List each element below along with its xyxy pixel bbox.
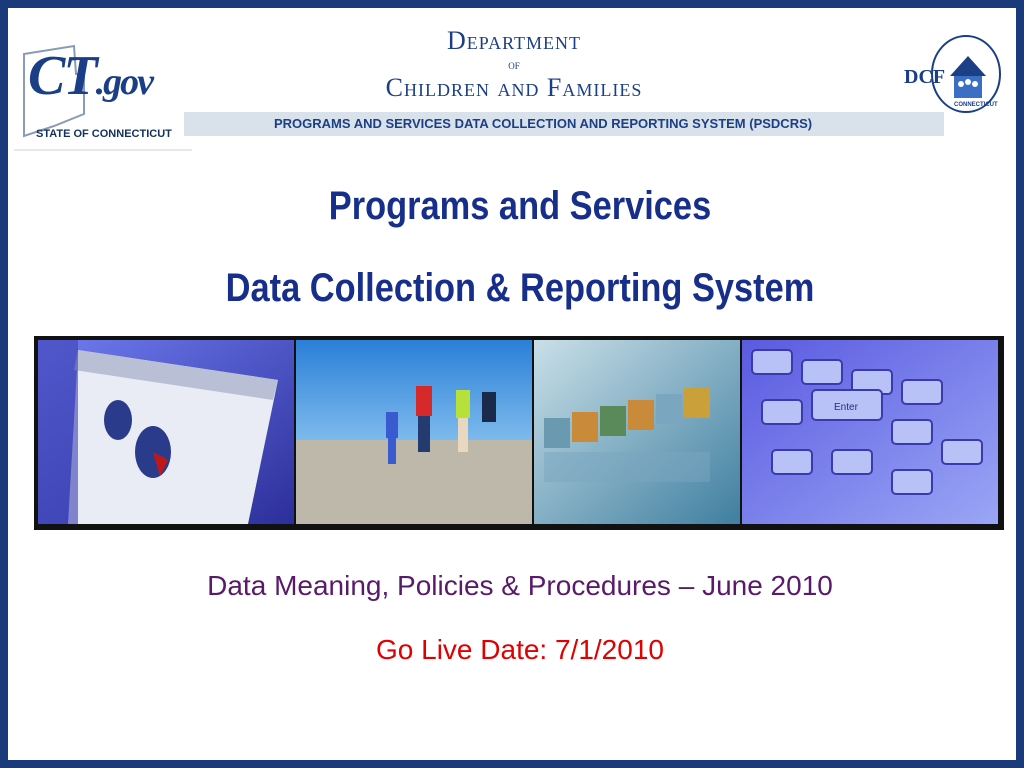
department-title xyxy=(214,28,814,101)
photo-beach-family xyxy=(296,340,532,524)
header-banner xyxy=(14,14,1008,158)
computer-screen-icon xyxy=(38,340,294,524)
slide xyxy=(8,8,1016,760)
photo-family-blocks xyxy=(534,340,740,524)
dcf-logo xyxy=(894,32,1004,116)
dcf-sublabel: CONNECTICUT xyxy=(954,102,998,108)
system-name-bar xyxy=(184,112,944,136)
data-meaning-line: Data Meaning, Policies & Procedures – June 2010 xyxy=(207,570,833,601)
department-line2: of xyxy=(508,57,520,72)
dcf-label: DCF xyxy=(904,66,946,88)
title-line2: Data Collection & Reporting System xyxy=(225,266,815,310)
gov-suffix: .gov xyxy=(95,61,152,103)
letter-blocks-icon xyxy=(534,340,740,524)
photo-computer xyxy=(38,340,294,524)
title-line1: Programs and Services xyxy=(328,184,712,228)
photo-keyboard xyxy=(742,340,998,524)
photo-strip xyxy=(34,336,1004,530)
department-line1: Department xyxy=(446,26,582,55)
enter-key-label: Enter xyxy=(834,402,858,413)
keyboard-icon xyxy=(742,340,998,524)
ct-brand: CT xyxy=(28,45,96,107)
state-label: STATE OF CONNECTICUT xyxy=(36,128,172,140)
ct-gov-logo xyxy=(14,14,192,158)
beach-family-icon xyxy=(296,340,532,524)
department-line3: Children and Families xyxy=(385,73,643,102)
go-live-date: Go Live Date: 7/1/2010 xyxy=(376,634,664,665)
system-name: PROGRAMS AND SERVICES DATA COLLECTION AND REPORTING SYSTEM (PSDCRS) xyxy=(274,116,813,131)
ct-wordmark xyxy=(28,44,152,108)
